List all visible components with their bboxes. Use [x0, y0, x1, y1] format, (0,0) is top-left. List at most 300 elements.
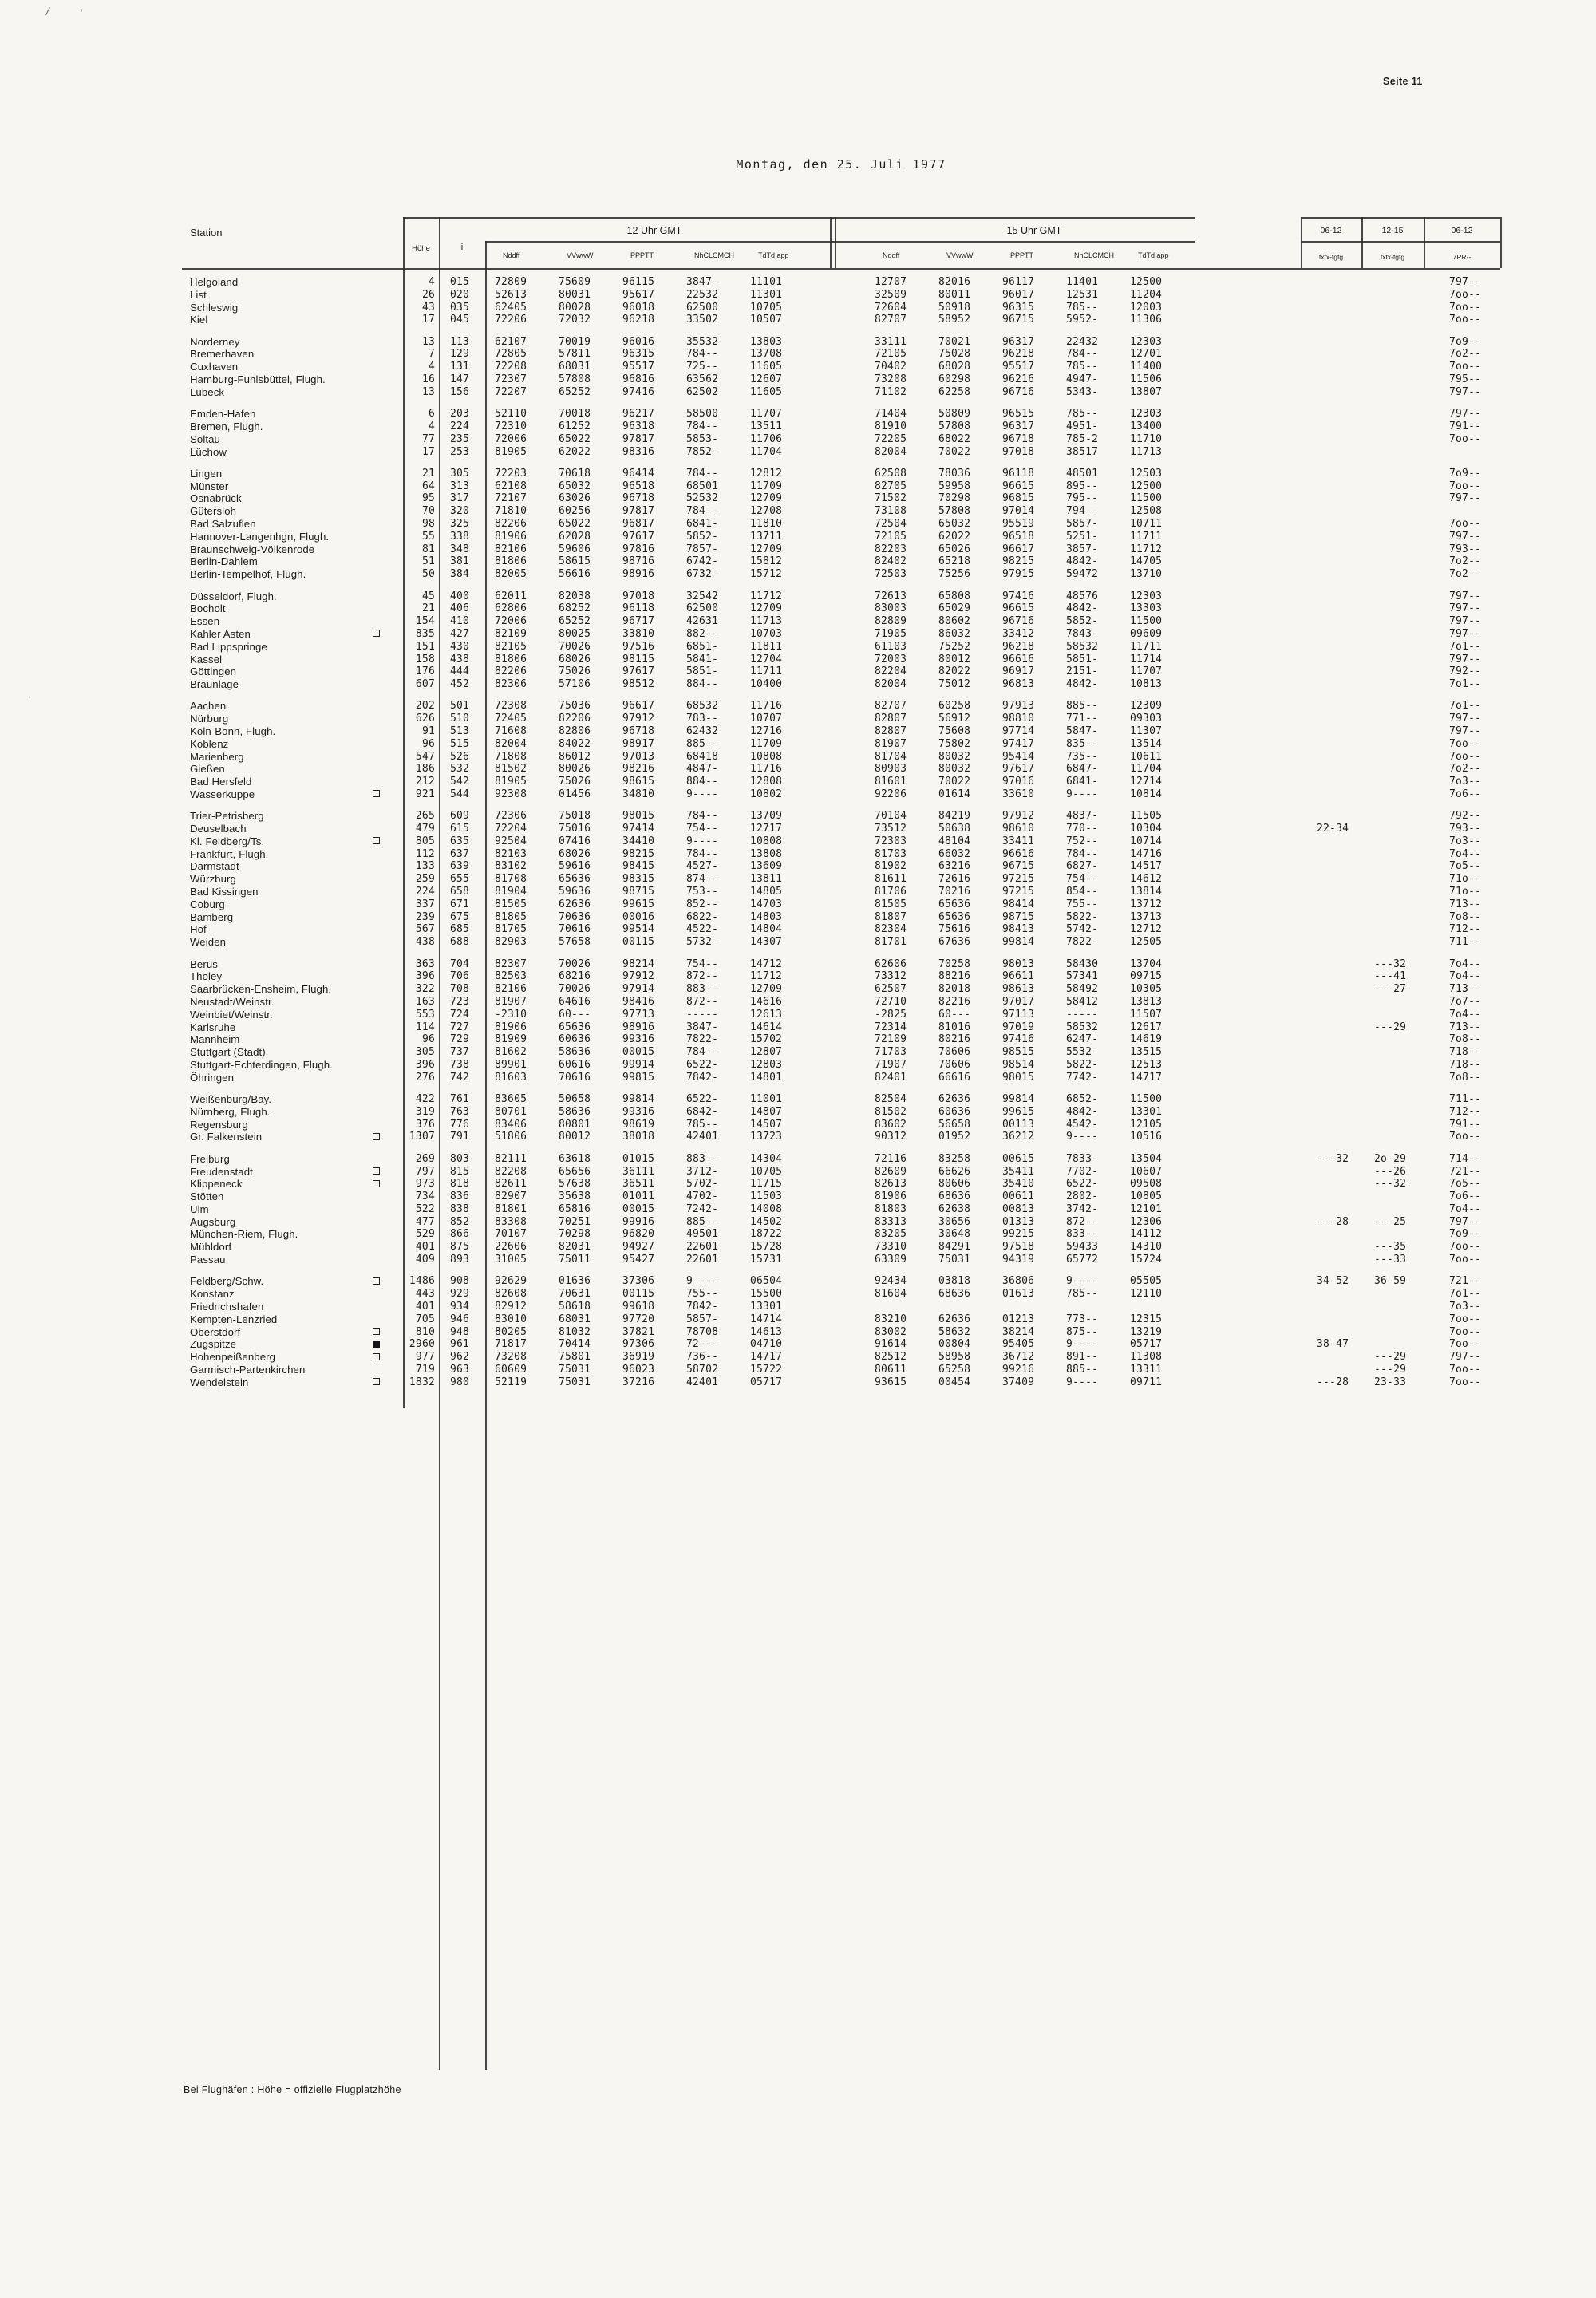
- precipitation-7rr: 71o--: [1449, 886, 1482, 898]
- obs-value-15gmt: 13303: [1130, 602, 1163, 615]
- spacer: [814, 641, 875, 653]
- obs-value-12gmt: 62028: [559, 530, 591, 543]
- precipitation-7rr: 7o7--: [1449, 995, 1482, 1008]
- precipitation-7rr: 7oo--: [1449, 518, 1482, 531]
- station-number: 727: [450, 1021, 470, 1033]
- height-value: 376: [415, 1118, 435, 1131]
- station-cell: [182, 738, 404, 751]
- obs-value-15gmt: 48576: [1066, 590, 1099, 602]
- spacer: [814, 590, 875, 603]
- obs-value-12gmt: 10507: [750, 314, 783, 326]
- station-cell: [182, 505, 404, 518]
- wind-extreme-06-12: [1309, 468, 1369, 480]
- spacer: [814, 751, 875, 764]
- table-row: [182, 1106, 1507, 1119]
- station-cell: [182, 641, 404, 653]
- spacer: [1194, 848, 1309, 861]
- obs-value-12gmt: 725--: [686, 361, 719, 373]
- station-number: 515: [450, 737, 470, 750]
- obs-value-15gmt: 14717: [1130, 1071, 1163, 1084]
- height-value: 835: [415, 627, 435, 640]
- station-number: 035: [450, 301, 470, 314]
- station-name: Wendelstein: [190, 1376, 249, 1388]
- wind-extreme-06-12: [1309, 1190, 1369, 1203]
- station-cell: [182, 446, 404, 459]
- spacer: [1194, 1326, 1309, 1339]
- obs-value-15gmt: 13710: [1130, 568, 1163, 581]
- obs-value-15gmt: 82613: [875, 1178, 907, 1190]
- obs-value-12gmt: 97817: [622, 432, 655, 445]
- station-group: [182, 1153, 1507, 1266]
- obs-value-15gmt: 80032: [938, 750, 971, 763]
- height-value: 734: [415, 1190, 435, 1203]
- wind-extreme-06-12: [1309, 602, 1369, 615]
- spacer: [814, 1254, 875, 1266]
- station-number: 803: [450, 1152, 470, 1165]
- obs-value-15gmt: 86032: [938, 627, 971, 640]
- col-header-iii: iii: [459, 243, 465, 252]
- obs-value-15gmt: 91614: [875, 1338, 907, 1351]
- obs-value-15gmt: 00615: [1002, 1152, 1035, 1165]
- table-row: [182, 1119, 1507, 1131]
- obs-value-15gmt: 12505: [1130, 936, 1163, 949]
- station-number: 156: [450, 385, 470, 398]
- spacer: [1194, 505, 1309, 518]
- obs-value-15gmt: 97215: [1002, 873, 1035, 886]
- obs-value-12gmt: 96318: [622, 420, 655, 432]
- obs-value-12gmt: 80031: [559, 288, 591, 301]
- obs-value-15gmt: 97913: [1002, 700, 1035, 713]
- precipitation-7rr: 797--: [1449, 530, 1482, 543]
- obs-value-15gmt: 735--: [1066, 750, 1099, 763]
- obs-value-15gmt: 65636: [938, 910, 971, 923]
- precipitation-7rr: 7oo--: [1449, 288, 1482, 301]
- obs-value-15gmt: 03818: [938, 1275, 971, 1288]
- obs-value-12gmt: 75026: [559, 665, 591, 678]
- obs-value-15gmt: 95517: [1002, 361, 1035, 373]
- obs-value-15gmt: 785--: [1066, 408, 1099, 421]
- obs-value-12gmt: 11715: [750, 1178, 783, 1190]
- obs-value-12gmt: 81905: [495, 776, 527, 788]
- obs-value-12gmt: 81603: [495, 1071, 527, 1084]
- spacer: [814, 289, 875, 302]
- obs-value-15gmt: 9----: [1066, 1376, 1099, 1388]
- wind-extreme-12-15: [1369, 678, 1432, 691]
- obs-value-15gmt: 92434: [875, 1275, 907, 1288]
- obs-value-15gmt: 4842-: [1066, 555, 1099, 568]
- station-name: Osnabrück: [190, 492, 242, 505]
- obs-value-12gmt: 75609: [559, 276, 591, 288]
- spacer: [1194, 568, 1309, 581]
- table-row: [182, 848, 1507, 861]
- obs-value-12gmt: 58500: [686, 408, 719, 421]
- station-name: Kiel: [190, 314, 208, 326]
- station-name: Weißenburg/Bay.: [190, 1093, 272, 1106]
- spacer: [1194, 983, 1309, 996]
- obs-value-15gmt: 14517: [1130, 860, 1163, 873]
- wind-extreme-06-12: [1309, 302, 1369, 314]
- spacer: [814, 665, 875, 678]
- precipitation-7rr: 718--: [1449, 1046, 1482, 1059]
- obs-value-15gmt: 833--: [1066, 1228, 1099, 1241]
- obs-value-15gmt: 50918: [938, 301, 971, 314]
- height-value: 305: [415, 1046, 435, 1059]
- obs-value-15gmt: 50809: [938, 408, 971, 421]
- spacer: [814, 1326, 875, 1339]
- obs-value-12gmt: 98415: [622, 860, 655, 873]
- obs-value-15gmt: 72710: [875, 995, 907, 1008]
- obs-value-12gmt: 80801: [559, 1118, 591, 1131]
- height-value: 522: [415, 1202, 435, 1215]
- station-name: Aachen: [190, 700, 227, 713]
- obs-value-15gmt: 13219: [1130, 1325, 1163, 1338]
- station-cell: [182, 936, 404, 949]
- obs-value-12gmt: 783--: [686, 713, 719, 725]
- spacer: [814, 1021, 875, 1034]
- height-value: 4: [428, 420, 435, 432]
- obs-value-15gmt: 11712: [1130, 543, 1163, 555]
- station-name: Coburg: [190, 898, 225, 910]
- wind-extreme-06-12: [1309, 1178, 1369, 1190]
- obs-value-15gmt: 755--: [1066, 898, 1099, 910]
- spacer: [814, 348, 875, 361]
- obs-value-15gmt: 10607: [1130, 1165, 1163, 1178]
- height-value: 810: [415, 1325, 435, 1338]
- station-name: Friedrichshafen: [190, 1300, 264, 1313]
- obs-value-15gmt: 70021: [938, 335, 971, 348]
- obs-value-12gmt: 97914: [622, 983, 655, 996]
- wind-extreme-12-15: [1369, 492, 1432, 505]
- obs-value-12gmt: 3847-: [686, 276, 719, 288]
- spacer: [1194, 555, 1309, 568]
- table-row: [182, 700, 1507, 713]
- table-row: [182, 505, 1507, 518]
- obs-value-15gmt: 9----: [1066, 1131, 1099, 1143]
- obs-value-15gmt: 58958: [938, 1351, 971, 1364]
- obs-value-12gmt: 10705: [750, 1165, 783, 1178]
- obs-value-12gmt: 96816: [622, 373, 655, 386]
- obs-value-12gmt: 59636: [559, 886, 591, 898]
- obs-value-15gmt: 4947-: [1066, 373, 1099, 386]
- station-group: [182, 810, 1507, 949]
- obs-value-12gmt: 65252: [559, 385, 591, 398]
- station-name: Bad Kissingen: [190, 886, 259, 898]
- station-cell: [182, 492, 404, 505]
- obs-value-15gmt: 96317: [1002, 420, 1035, 432]
- obs-value-12gmt: 96217: [622, 408, 655, 421]
- obs-value-15gmt: 56912: [938, 713, 971, 725]
- obs-value-12gmt: 98615: [622, 776, 655, 788]
- table-row: [182, 958, 1507, 971]
- obs-value-15gmt: 12701: [1130, 348, 1163, 361]
- obs-value-12gmt: 4522-: [686, 923, 719, 936]
- obs-value-12gmt: 874--: [686, 873, 719, 886]
- obs-value-12gmt: 82907: [495, 1190, 527, 1203]
- obs-value-15gmt: 11711: [1130, 640, 1163, 653]
- table-row: [182, 1009, 1507, 1021]
- spacer: [1194, 1046, 1309, 1059]
- station-cell: [182, 1166, 404, 1179]
- station-number: 444: [450, 665, 470, 678]
- wind-extreme-06-12: [1309, 568, 1369, 581]
- obs-value-15gmt: 65029: [938, 602, 971, 615]
- spacer: [1194, 1190, 1309, 1203]
- station-name: Ulm: [190, 1202, 209, 1215]
- obs-value-12gmt: 33810: [622, 627, 655, 640]
- wind-extreme-06-12: [1309, 531, 1369, 543]
- obs-value-15gmt: 09711: [1130, 1376, 1163, 1388]
- subheader-label: TdTd app: [1138, 251, 1169, 259]
- height-value: 626: [415, 713, 435, 725]
- spacer: [1194, 788, 1309, 801]
- spacer: [814, 923, 875, 936]
- obs-value-12gmt: 11301: [750, 288, 783, 301]
- obs-value-12gmt: 99316: [622, 1105, 655, 1118]
- obs-value-15gmt: 32509: [875, 288, 907, 301]
- spacer: [814, 1119, 875, 1131]
- obs-value-12gmt: 15812: [750, 555, 783, 568]
- wind-extreme-12-15: ---32: [1374, 958, 1407, 970]
- precipitation-7rr: 7o2--: [1449, 568, 1482, 581]
- obs-value-12gmt: 82912: [495, 1300, 527, 1313]
- station-number: 963: [450, 1363, 470, 1376]
- precipitation-7rr: 793--: [1449, 543, 1482, 555]
- obs-value-12gmt: 81806: [495, 555, 527, 568]
- station-cell: [182, 776, 404, 788]
- obs-value-12gmt: 6851-: [686, 640, 719, 653]
- obs-value-15gmt: 93615: [875, 1376, 907, 1388]
- obs-value-15gmt: 785--: [1066, 361, 1099, 373]
- obs-value-15gmt: 65636: [938, 898, 971, 910]
- station-cell: [182, 996, 404, 1009]
- obs-value-12gmt: 35638: [559, 1190, 591, 1203]
- precipitation-7rr: 7oo--: [1449, 301, 1482, 314]
- height-value: 553: [415, 1008, 435, 1021]
- obs-value-15gmt: 12303: [1130, 335, 1163, 348]
- obs-value-15gmt: 36806: [1002, 1275, 1035, 1288]
- obs-value-12gmt: 81602: [495, 1046, 527, 1059]
- spacer: [814, 810, 875, 823]
- obs-value-12gmt: 97306: [622, 1338, 655, 1351]
- obs-value-15gmt: 785-2: [1066, 432, 1099, 445]
- station-cell: [182, 568, 404, 581]
- obs-value-15gmt: 01313: [1002, 1215, 1035, 1228]
- obs-value-15gmt: 70606: [938, 1058, 971, 1071]
- spacer: [1194, 628, 1309, 641]
- station-name: Berlin-Tempelhof, Flugh.: [190, 568, 306, 581]
- precipitation-7rr: 7o5--: [1449, 860, 1482, 873]
- wind-extreme-12-15: [1369, 751, 1432, 764]
- obs-value-12gmt: 49501: [686, 1228, 719, 1241]
- wind-extreme-06-12: [1309, 1203, 1369, 1216]
- obs-value-15gmt: 81601: [875, 776, 907, 788]
- spacer: [814, 983, 875, 996]
- obs-value-12gmt: 99814: [622, 1093, 655, 1106]
- obs-value-15gmt: 12617: [1130, 1021, 1163, 1033]
- precipitation-7rr: 7o4--: [1449, 970, 1482, 983]
- obs-value-15gmt: 784--: [1066, 348, 1099, 361]
- precipitation-7rr: 7o8--: [1449, 1071, 1482, 1084]
- station-cell: [182, 628, 404, 641]
- obs-value-15gmt: [938, 1301, 1002, 1313]
- obs-value-15gmt: 14112: [1130, 1228, 1163, 1241]
- obs-value-12gmt: 98512: [622, 678, 655, 691]
- station-cell: [182, 810, 404, 823]
- spacer: [1194, 480, 1309, 493]
- obs-value-12gmt: 70636: [559, 910, 591, 923]
- obs-value-12gmt: 35532: [686, 335, 719, 348]
- table-row: [182, 678, 1507, 691]
- spacer: [1194, 1059, 1309, 1072]
- obs-value-15gmt: 81902: [875, 860, 907, 873]
- obs-value-12gmt: 81705: [495, 923, 527, 936]
- obs-value-15gmt: 84291: [938, 1241, 971, 1254]
- spacer: [1194, 958, 1309, 971]
- obs-value-15gmt: 81706: [875, 886, 907, 898]
- height-value: 81: [421, 543, 435, 555]
- height-value: 265: [415, 810, 435, 823]
- wind-extreme-12-15: 36-59: [1374, 1275, 1407, 1288]
- table-row: [182, 996, 1507, 1009]
- obs-value-15gmt: 98613: [1002, 983, 1035, 996]
- obs-value-15gmt: 10305: [1130, 983, 1163, 996]
- obs-value-12gmt: 97617: [622, 665, 655, 678]
- obs-value-15gmt: 11307: [1130, 725, 1163, 737]
- obs-value-15gmt: 82609: [875, 1165, 907, 1178]
- table-row: [182, 1166, 1507, 1179]
- precipitation-7rr: 7o9--: [1449, 1228, 1482, 1241]
- height-value: 2960: [409, 1338, 435, 1351]
- obs-value-15gmt: 81611: [875, 873, 907, 886]
- station-number: 866: [450, 1228, 470, 1241]
- obs-value-15gmt: 70022: [938, 776, 971, 788]
- station-number: 929: [450, 1288, 470, 1301]
- col-header-hoehe: Höhe: [412, 244, 430, 253]
- obs-value-15gmt: 14716: [1130, 847, 1163, 860]
- obs-value-15gmt: 96615: [1002, 602, 1035, 615]
- wind-extreme-06-12: [1309, 1313, 1369, 1326]
- obs-value-12gmt: 70251: [559, 1215, 591, 1228]
- obs-value-12gmt: 70026: [559, 958, 591, 970]
- height-value: 176: [415, 665, 435, 678]
- obs-value-12gmt: 99615: [622, 898, 655, 910]
- station-number: 203: [450, 408, 470, 421]
- obs-value-15gmt: 82216: [938, 995, 971, 1008]
- station-cell: [182, 348, 404, 361]
- obs-value-12gmt: 62107: [495, 335, 527, 348]
- obs-value-15gmt: 11707: [1130, 665, 1163, 678]
- obs-value-12gmt: 80025: [559, 627, 591, 640]
- obs-value-15gmt: 12531: [1066, 288, 1099, 301]
- obs-value-15gmt: 90312: [875, 1131, 907, 1143]
- obs-value-15gmt: 875--: [1066, 1325, 1099, 1338]
- obs-value-15gmt: 5822-: [1066, 1058, 1099, 1071]
- obs-value-15gmt: 5742-: [1066, 923, 1099, 936]
- obs-value-15gmt: 97018: [1002, 445, 1035, 458]
- wind-extreme-06-12: [1309, 505, 1369, 518]
- spacer: [1194, 1119, 1309, 1131]
- spacer: [1194, 1203, 1309, 1216]
- spacer: [1194, 738, 1309, 751]
- obs-value-12gmt: 57106: [559, 678, 591, 691]
- height-value: 363: [415, 958, 435, 970]
- obs-value-15gmt: 13311: [1130, 1363, 1163, 1376]
- obs-value-12gmt: 00016: [622, 910, 655, 923]
- spacer: [1194, 1301, 1309, 1313]
- spacer: [1194, 823, 1309, 835]
- obs-value-15gmt: 71703: [875, 1046, 907, 1059]
- obs-value-12gmt: 60256: [559, 505, 591, 518]
- station-number: 723: [450, 995, 470, 1008]
- obs-value-15gmt: 70606: [938, 1046, 971, 1059]
- spacer: [1194, 641, 1309, 653]
- table-row: [182, 1178, 1507, 1190]
- height-value: 477: [415, 1215, 435, 1228]
- precipitation-7rr: 714--: [1449, 1152, 1482, 1165]
- obs-value-15gmt: 10711: [1130, 518, 1163, 531]
- obs-value-15gmt: 12513: [1130, 1058, 1163, 1071]
- obs-value-12gmt: 57811: [559, 348, 591, 361]
- obs-value-12gmt: 58702: [686, 1363, 719, 1376]
- obs-value-15gmt: 98715: [1002, 910, 1035, 923]
- wind-extreme-06-12: [1309, 1301, 1369, 1313]
- wind-extreme-12-15: [1369, 1093, 1432, 1106]
- station-name: Braunlage: [190, 678, 239, 691]
- station-cell: [182, 923, 404, 936]
- spacer: [1194, 1364, 1309, 1376]
- obs-value-15gmt: 891--: [1066, 1351, 1099, 1364]
- station-number: 737: [450, 1046, 470, 1059]
- spacer: [814, 1351, 875, 1364]
- station-name: Bocholt: [190, 602, 226, 615]
- wind-extreme-12-15: [1369, 886, 1432, 898]
- obs-value-15gmt: 3742-: [1066, 1202, 1099, 1215]
- obs-value-15gmt: 13514: [1130, 737, 1163, 750]
- obs-value-15gmt: 4542-: [1066, 1118, 1099, 1131]
- wind-extreme-12-15: [1369, 1106, 1432, 1119]
- obs-value-12gmt: 4527-: [686, 860, 719, 873]
- height-value: 70: [421, 505, 435, 518]
- obs-value-12gmt: 70107: [495, 1228, 527, 1241]
- obs-value-12gmt: 3847-: [686, 1021, 719, 1033]
- obs-value-12gmt: 65022: [559, 432, 591, 445]
- obs-value-12gmt: 81909: [495, 1033, 527, 1046]
- spacer: [814, 1301, 875, 1313]
- mountain-station-marker: [373, 1133, 380, 1140]
- station-number: 729: [450, 1033, 470, 1046]
- wind-extreme-12-15: [1369, 408, 1432, 421]
- station-cell: [182, 386, 404, 399]
- wind-extreme-12-15: [1369, 505, 1432, 518]
- obs-value-12gmt: 80028: [559, 301, 591, 314]
- spacer: [1194, 970, 1309, 983]
- table-row: [182, 911, 1507, 924]
- spacer: [814, 543, 875, 556]
- height-value: 45: [421, 590, 435, 602]
- spacer: [814, 531, 875, 543]
- spacer: [814, 898, 875, 911]
- obs-value-12gmt: 884--: [686, 678, 719, 691]
- table-row: [182, 873, 1507, 886]
- precipitation-7rr: 7o2--: [1449, 763, 1482, 776]
- obs-value-15gmt: 00454: [938, 1376, 971, 1388]
- station-cell: [182, 543, 404, 556]
- obs-value-12gmt: 15722: [750, 1363, 783, 1376]
- station-cell: [182, 1338, 404, 1351]
- station-name: Bad Salzuflen: [190, 518, 256, 531]
- obs-value-15gmt: 96216: [1002, 373, 1035, 386]
- obs-value-12gmt: 13301: [750, 1300, 783, 1313]
